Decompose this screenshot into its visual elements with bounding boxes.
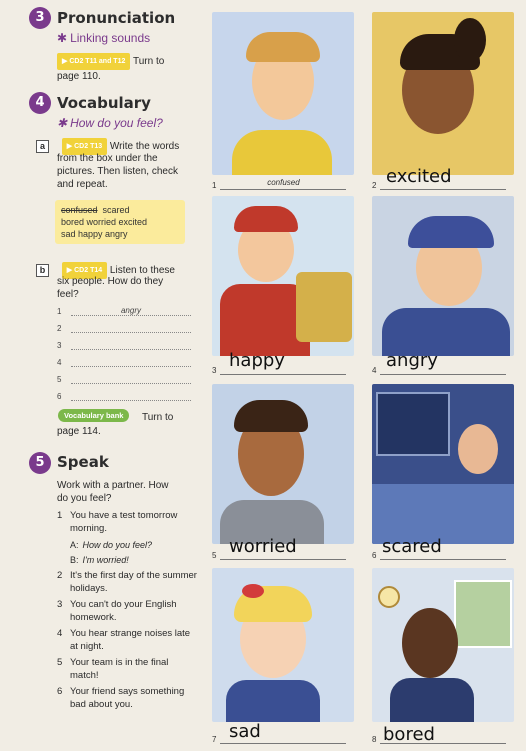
- item-number: 4: [57, 628, 63, 639]
- handwritten-answer: bored: [383, 724, 435, 745]
- subtitle-text: Linking sounds: [70, 31, 151, 45]
- section-number-badge: 4: [29, 92, 51, 114]
- section-title-vocabulary: Vocabulary: [57, 94, 151, 112]
- picture-number: 2: [372, 181, 377, 190]
- subtitle-text: How do you feel?: [70, 116, 163, 130]
- picture-bored: [372, 568, 514, 722]
- handwritten-answer: worried: [229, 536, 297, 557]
- speaker-label: A:: [70, 540, 79, 550]
- hair-illustration: [234, 400, 308, 432]
- answer-line[interactable]: [57, 374, 191, 384]
- overalls-illustration: [226, 680, 320, 722]
- section-subtitle-pronunciation: [57, 31, 150, 45]
- audio-tag-label: CD2 T14: [74, 267, 103, 274]
- handwritten-answer: excited: [386, 166, 452, 187]
- play-icon: ▶: [66, 267, 73, 274]
- list-item: [57, 599, 197, 624]
- answer-line[interactable]: [57, 340, 191, 350]
- picture-excited: [372, 12, 514, 175]
- picture-number: 3: [212, 366, 217, 375]
- list-item: [57, 686, 197, 711]
- item-number: 5: [57, 657, 63, 668]
- answer-line[interactable]: [57, 306, 191, 316]
- section-number-badge: 5: [29, 452, 51, 474]
- face-illustration: [402, 608, 458, 678]
- dialogue-line: [57, 539, 197, 552]
- word-box-line: bored worried excited: [61, 217, 148, 227]
- window-illustration: [454, 580, 512, 648]
- answer-value[interactable]: [71, 340, 191, 350]
- shirt-illustration: [232, 130, 332, 175]
- handwritten-answer: happy: [229, 350, 285, 371]
- jacket-illustration: [382, 308, 510, 356]
- word: scared: [102, 205, 130, 215]
- picture-happy: [212, 196, 354, 356]
- task-b-line: six people. How do they: [57, 276, 164, 287]
- picture-angry: [372, 196, 514, 356]
- picture-number: 7: [212, 735, 217, 744]
- vocab-bank-page: page 114.: [57, 426, 101, 437]
- star-icon: ✱: [57, 116, 68, 130]
- dialogue-line: [57, 554, 197, 567]
- task-a-line: from the box under the: [57, 153, 158, 164]
- dialogue-text: I'm worried!: [82, 554, 129, 565]
- handwritten-answer: scared: [382, 536, 442, 557]
- item-text: Your team is in the final match!: [70, 657, 169, 681]
- handwritten-answer: sad: [229, 721, 261, 742]
- speaker-label: B:: [70, 554, 79, 565]
- task-a-line: pictures. Then listen, check: [57, 166, 178, 177]
- star-icon: ✱: [57, 31, 68, 45]
- item-number: 3: [57, 599, 63, 610]
- item-number: 1: [57, 510, 63, 521]
- vocabulary-bank-badge[interactable]: Vocabulary bank: [58, 409, 129, 422]
- item-number: 2: [57, 570, 63, 581]
- answer-number: 4: [57, 358, 62, 367]
- picture-worried: [212, 384, 354, 544]
- dialogue-text: How do you feel?: [82, 540, 153, 550]
- answer-number: 1: [57, 307, 62, 316]
- vocab-bank-text: Turn to: [142, 412, 174, 423]
- audio-tag-label: CD2 T11 and T12: [69, 58, 126, 65]
- gift-illustration: [296, 272, 352, 342]
- picture-scared: [372, 384, 514, 544]
- list-item: [57, 510, 197, 535]
- answer-line[interactable]: [57, 357, 191, 367]
- hair-bun-illustration: [454, 18, 486, 62]
- list-item: [57, 628, 197, 653]
- audio-tag-label: CD2 T13: [74, 143, 103, 150]
- task-letter-a: a: [36, 140, 49, 153]
- answer-number: 5: [57, 375, 62, 384]
- word-box-line: [61, 204, 179, 216]
- speak-intro-line: Work with a partner. How: [57, 480, 169, 491]
- play-icon: ▶: [66, 143, 73, 150]
- clock-icon: [378, 586, 400, 608]
- blazer-illustration: [390, 678, 474, 722]
- item-text: You hear strange noises late at night.: [70, 628, 191, 652]
- task-b-line: feel?: [57, 289, 79, 300]
- answer-value[interactable]: [71, 323, 191, 333]
- hair-illustration: [246, 32, 320, 62]
- answer-number: 6: [57, 392, 62, 401]
- picture-confused: [212, 12, 354, 175]
- answer-number: 2: [57, 324, 62, 333]
- task-a-text: Write the words: [109, 141, 180, 153]
- picture-sad: [212, 568, 354, 722]
- task-b-text: Listen to these: [109, 265, 175, 277]
- left-column: [0, 0, 210, 751]
- item-text: You can't do your English homework.: [70, 599, 177, 623]
- picture-number: 4: [372, 366, 377, 375]
- task-a-text-lines: [57, 152, 207, 191]
- bow-illustration: [242, 584, 264, 598]
- speak-intro: [57, 479, 202, 505]
- section-title-speak: Speak: [57, 453, 109, 471]
- picture-number: 6: [372, 551, 377, 560]
- face-illustration: [458, 424, 498, 474]
- task-b-text-lines: [57, 275, 207, 301]
- answer-value[interactable]: [71, 357, 191, 367]
- item-text: You have a test tomorrow morning.: [70, 510, 178, 534]
- task-a-line: and repeat.: [57, 179, 108, 190]
- word-box-line: sad happy angry: [61, 229, 128, 239]
- answer-value[interactable]: [71, 391, 191, 401]
- speak-intro-line: do you feel?: [57, 493, 112, 504]
- instruction-text: Turn to: [132, 56, 165, 68]
- crossed-word: confused: [61, 205, 98, 215]
- item-text: Your friend says something bad about you.: [70, 686, 185, 710]
- picture-number: 8: [372, 735, 377, 744]
- play-icon: ▶: [62, 58, 68, 65]
- word-box: [55, 200, 185, 244]
- picture-answer-line[interactable]: confused: [220, 178, 346, 190]
- cap-illustration: [408, 216, 494, 248]
- picture-caption: [212, 178, 346, 190]
- speak-list: [57, 510, 197, 715]
- task-letter-b: b: [36, 264, 49, 277]
- answer-number: 3: [57, 341, 62, 350]
- audio-tag[interactable]: [57, 53, 130, 70]
- instruction-page-ref: page 110.: [57, 71, 101, 82]
- answer-line[interactable]: [57, 323, 191, 333]
- item-number: 6: [57, 686, 63, 697]
- window-illustration: [376, 392, 450, 456]
- picture-number: 5: [212, 551, 217, 560]
- section-title-pronunciation: Pronunciation: [57, 9, 176, 27]
- list-item: [57, 570, 197, 595]
- bed-illustration: [372, 484, 514, 544]
- answer-value[interactable]: angry: [71, 306, 191, 316]
- hat-illustration: [234, 206, 298, 232]
- answer-value[interactable]: [71, 374, 191, 384]
- item-text: It's the first day of the summer holidays.: [70, 570, 197, 594]
- list-item: [57, 657, 197, 682]
- pronunciation-instruction: [57, 53, 197, 83]
- section-number-badge: 3: [29, 7, 51, 29]
- handwritten-answer: angry: [386, 350, 438, 371]
- answer-line[interactable]: [57, 391, 191, 401]
- section-subtitle-vocabulary: [57, 116, 163, 130]
- picture-number: 1: [212, 181, 217, 190]
